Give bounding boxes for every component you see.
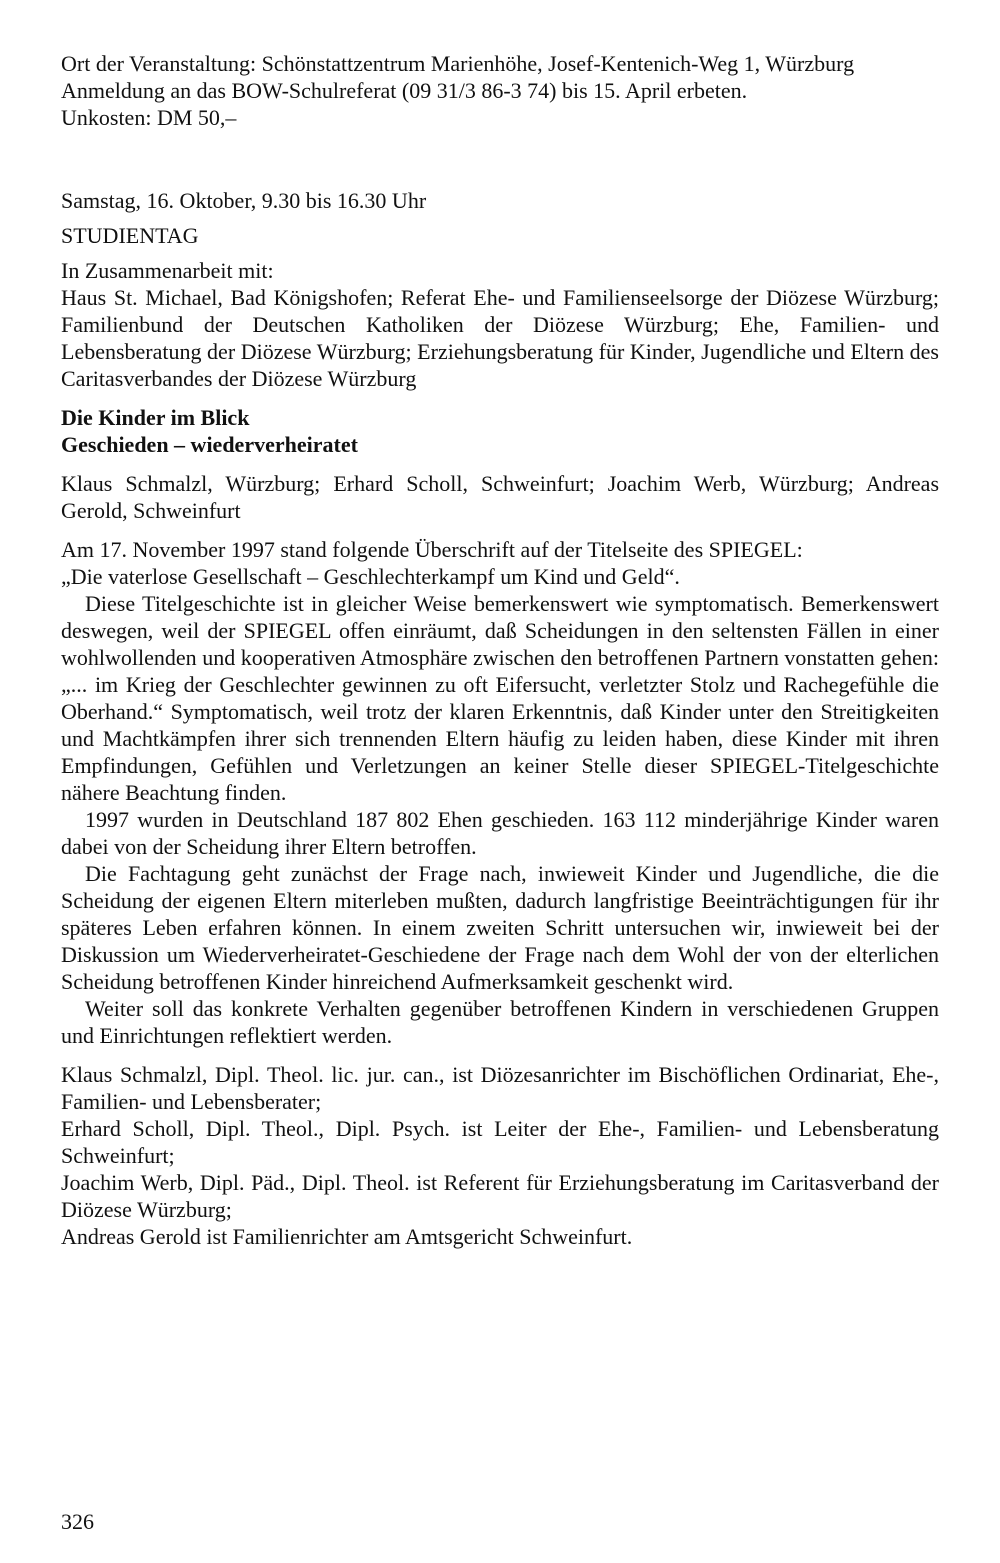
body-paragraph: Die Fachtagung geht zunächst der Frage nach, inwieweit Kinder und Jugendliche, die die Scheidung der eigenen Eltern miterleben mußten, dadurch langfristige Beeinträchtigungen für ihr späteres Leben erfahren können. In einem zweiten Schritt untersuchen wir, inwieweit bei der Diskussion um Wiederverheiratet-Geschiedene der Frage nach dem Wohl der von der elterlichen Scheidung betroffenen Kinder hinreichend Aufmerksamkeit geschenkt wird. [61,861,939,994]
page-number: 326 [61,1509,94,1534]
speaker-bios [61,1061,939,1250]
event-type-heading: STUDIENTAG [61,223,199,248]
page-content [61,50,939,1250]
session-subtitle: Geschieden – wiederverheiratet [61,432,358,457]
speaker-bio: Andreas Gerold ist Familienrichter am Amtsgericht Schweinfurt. [61,1224,633,1249]
speakers-list: Klaus Schmalzl, Würzburg; Erhard Scholl, Schweinfurt; Joachim Werb, Würzburg; Andreas Gerold, Schweinfurt [61,471,939,523]
speaker-bio: Joachim Werb, Dipl. Päd., Dipl. Theol. ist Referent für Erziehungsberatung im Caritasverband der Diözese Würzburg; [61,1170,939,1222]
event-location: Ort der Veranstaltung: Schönstattzentrum Marienhöhe, Josef-Kentenich-Weg 1, Würzburg [61,51,855,76]
cooperation-partners: Haus St. Michael, Bad Königshofen; Referat Ehe- und Familienseelsorge der Diözese Würzburg; Familienbund der Deutschen Katholiken der Diözese Würzburg; Ehe, Familien- und Lebensberatung der Diözese Würzburg; Erziehungsberatung für Kinder, Jugendliche und Eltern des Caritasverbandes der Diözese Würzburg [61,285,939,391]
spiegel-quote: „Die vaterlose Gesellschaft – Geschlechterkampf um Kind und Geld“. [61,564,680,589]
intro-text: Am 17. November 1997 stand folgende Überschrift auf der Titelseite des SPIEGEL: [61,537,803,562]
event-costs: Unkosten: DM 50,– [61,105,237,130]
speaker-bio: Erhard Scholl, Dipl. Theol., Dipl. Psych. ist Leiter der Ehe-, Familien- und Lebensberatung Schweinfurt; [61,1116,939,1168]
body-paragraph: Diese Titelgeschichte ist in gleicher Weise bemerkenswert wie symptomatisch. Bemerkenswert deswegen, weil der SPIEGEL offen einräumt, daß Scheidungen in den seltensten Fällen in einer wohlwollenden und kooperativen Atmosphäre zwischen den betroffenen Partnern vonstatten gehen: „... im Krieg der Geschlechter gewinnen zu oft Eifersucht, verletzter Stolz und Rachegefühle die Oberhand.“ Symptomatisch, weil trotz der klaren Erkenntnis, daß Kinder unter den Streitigkeiten und Machtkämpfen ihrer sich trennenden Eltern häufig zu leiden haben, diese Kinder mit ihren Empfindungen, Gefühlen und Verletzungen an keiner Stelle dieser SPIEGEL-Titelgeschichte nähere Beachtung finden. [61,591,939,805]
cooperation-label: In Zusammenarbeit mit: [61,258,274,283]
session-title: Die Kinder im Blick [61,405,250,430]
body-paragraph: 1997 wurden in Deutschland 187 802 Ehen geschieden. 163 112 minderjährige Kinder waren dabei von der Scheidung ihrer Eltern betroffen. [61,807,939,859]
event-date: Samstag, 16. Oktober, 9.30 bis 16.30 Uhr [61,188,427,213]
event-registration: Anmeldung an das BOW-Schulreferat (09 31/3 86-3 74) bis 15. April erbeten. [61,78,748,103]
body-paragraph: Weiter soll das konkrete Verhalten gegenüber betroffenen Kindern in verschiedenen Gruppen und Einrichtungen reflektiert werden. [61,996,939,1048]
event-info [61,50,939,131]
speaker-bio: Klaus Schmalzl, Dipl. Theol. lic. jur. can., ist Diözesanrichter im Bischöflichen Ordinariat, Ehe-, Familien- und Lebensberater; [61,1062,939,1114]
